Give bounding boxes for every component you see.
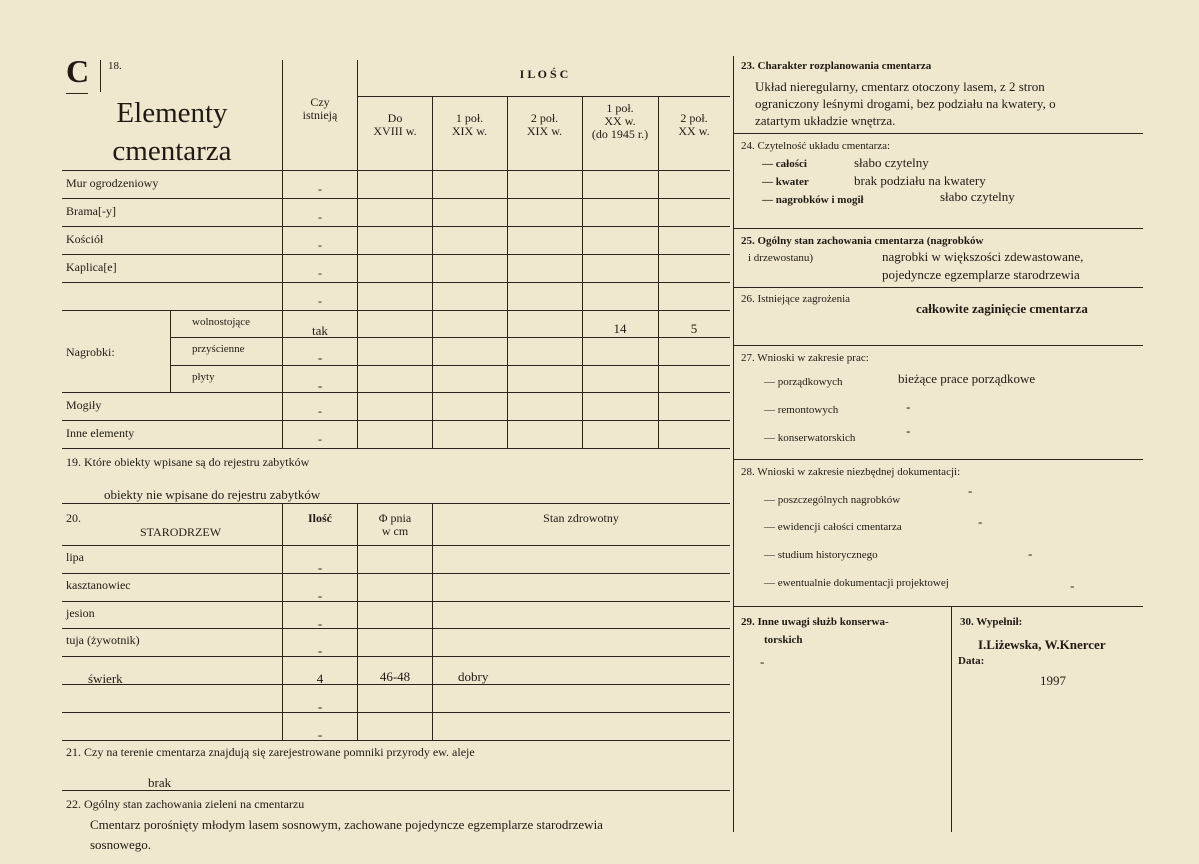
rule-line <box>170 365 730 366</box>
q30-date: 1997 <box>1040 673 1066 688</box>
rule-line <box>62 226 730 227</box>
grave-exists: - <box>317 350 323 365</box>
rule-line <box>62 282 730 283</box>
q19-label: 19. Które obiekty wpisane są do rejestru zabytków <box>66 455 310 469</box>
element-label: Kaplica[e] <box>66 260 117 274</box>
col-quantity-header: I L O Ś C <box>519 67 569 81</box>
grave-exists: tak <box>312 323 328 338</box>
q20-col-tree: STARODRZEW <box>140 525 222 539</box>
rule-line <box>62 790 730 791</box>
rule-line <box>733 133 1143 134</box>
q30-label: 30. Wypełnił: <box>960 616 1023 628</box>
element-exists: - <box>318 182 322 196</box>
tree-qty: - <box>317 643 323 658</box>
tree-name: tuja (żywotnik) <box>66 633 140 647</box>
q28-item-label: — ewidencji całości cmentarza <box>764 521 902 533</box>
rule-line <box>733 345 1143 346</box>
tree-diameter: 46-48 <box>379 669 411 684</box>
rule-line <box>66 93 88 94</box>
q24-item-value: słabo czytelny <box>854 155 929 170</box>
rule-line <box>733 228 1143 229</box>
rule-line <box>62 448 730 449</box>
tree-name: jesion <box>66 606 95 620</box>
q24-label: 24. Czytelność układu cmentarza: <box>741 140 891 152</box>
column-line <box>951 606 952 832</box>
rule-line <box>62 170 730 171</box>
q24-item-label: — kwater <box>762 176 809 188</box>
q19-answer: obiekty nie wpisane do rejestru zabytków <box>104 487 321 502</box>
q20-col-health: Stan zdrowotny <box>543 511 619 525</box>
q29-label1: 29. Inne uwagi służb konserwa- <box>741 616 889 628</box>
q27-item-value: bieżące prace porządkowe <box>898 371 1036 386</box>
column-line <box>733 56 734 832</box>
column-line <box>100 60 101 92</box>
grave-type-label: wolnostojące <box>192 316 251 328</box>
rule-line <box>62 740 730 741</box>
element-exists: - <box>318 432 322 446</box>
q23-line2: ograniczony leśnymi drogami, bez podziału na kwatery, o <box>755 96 1056 111</box>
element-label: Brama[-y] <box>66 204 116 218</box>
tree-health: dobry <box>458 669 489 684</box>
q29-value: - <box>760 654 765 669</box>
q29-label2: torskich <box>764 634 803 646</box>
rule-line <box>62 628 730 629</box>
q28-label: 28. Wnioski w zakresie niezbędnej dokumentacji: <box>741 466 961 478</box>
column-line <box>507 96 508 448</box>
element-label: Inne elementy <box>66 426 135 440</box>
rule-line <box>62 712 730 713</box>
rule-line <box>62 656 730 657</box>
q23-line3: zatartym układzie wnętrza. <box>755 113 896 128</box>
column-line <box>357 60 358 448</box>
rule-line <box>62 420 730 421</box>
grave-count: 14 <box>613 321 627 336</box>
element-label: Kościół <box>66 232 104 246</box>
q28-item-value: - <box>978 514 983 529</box>
rule-line <box>62 601 730 602</box>
tree-qty: - <box>317 560 323 575</box>
element-exists: - <box>318 404 322 418</box>
grave-count: 5 <box>690 321 698 336</box>
column-line <box>170 310 171 392</box>
period-header: Do XVIII w. <box>373 111 417 139</box>
grave-type-label: przyścienne <box>192 343 245 355</box>
q20-col-diam: Φ pnia w cm <box>378 511 412 539</box>
period-header: 2 poł. XIX w. <box>526 111 563 139</box>
q22-answer-line2: sosnowego. <box>90 837 152 852</box>
column-line <box>432 503 433 740</box>
q24-item-value: słabo czytelny <box>940 189 1015 204</box>
rule-line <box>62 254 730 255</box>
q30-value: I.Liżewska, W.Knercer <box>978 637 1106 652</box>
column-line <box>432 96 433 448</box>
q25-label1: 25. Ogólny stan zachowania cmentarza (nagrobków <box>741 235 984 247</box>
tree-qty: - <box>317 588 323 603</box>
element-exists: - <box>318 238 322 252</box>
q28-item-value: - <box>1070 578 1075 593</box>
card-title-line2: cmentarza <box>112 135 232 167</box>
q25-value1: nagrobki w większości zdewastowane, <box>882 249 1084 264</box>
q22-label: 22. Ogólny stan zachowania zieleni na cmentarzu <box>66 797 305 811</box>
rule-line <box>62 573 730 574</box>
q23-label: 23. Charakter rozplanowania cmentarza <box>741 60 932 72</box>
q21-answer: brak <box>148 775 172 790</box>
rule-line <box>170 337 730 338</box>
tree-qty: - <box>317 616 323 631</box>
element-exists: - <box>318 210 322 224</box>
q23-line1: Układ nieregularny, cmentarz otoczony lasem, z 2 stron <box>755 79 1045 94</box>
q27-item-label: — porządkowych <box>764 376 843 388</box>
q24-item-label: — nagrobków i mogił <box>762 194 864 206</box>
element-exists: - <box>318 266 322 280</box>
q30-date-label: Data: <box>958 655 985 667</box>
q26-value: całkowite zaginięcie cmentarza <box>916 301 1088 316</box>
period-header: 1 poł. XIX w. <box>451 111 488 139</box>
graves-label: Nagrobki: <box>66 345 115 359</box>
rule-line <box>733 287 1143 288</box>
rule-line <box>62 503 730 504</box>
q25-label2: i drzewostanu) <box>748 252 814 264</box>
tree-name: świerk <box>88 671 123 686</box>
rule-line <box>733 459 1143 460</box>
card-number: 18. <box>108 60 122 72</box>
tree-name: lipa <box>66 550 84 564</box>
element-exists: - <box>318 294 322 308</box>
rule-line <box>62 310 730 311</box>
q20-col-qty: Ilość <box>308 511 332 525</box>
grave-type-label: płyty <box>192 371 215 383</box>
column-line <box>658 96 659 448</box>
q28-item-value: - <box>968 483 973 498</box>
tree-name: kasztanowiec <box>66 578 131 592</box>
q26-label: 26. Istniejące zagrożenia <box>741 293 851 305</box>
rule-line <box>62 392 730 393</box>
column-line <box>357 503 358 740</box>
q28-item-value: - <box>1028 546 1033 561</box>
tree-qty: - <box>317 699 323 714</box>
grave-exists: - <box>317 378 323 393</box>
rule-line <box>62 545 730 546</box>
card-letter: C <box>66 53 90 89</box>
q25-value2: pojedyncze egzemplarze starodrzewia <box>882 267 1080 282</box>
rule-line <box>733 606 1143 607</box>
q22-answer-line1: Cmentarz porośnięty młodym lasem sosnowym, zachowane pojedyncze egzemplarze starodrzewia <box>90 817 603 832</box>
period-header: 1 poł. XX w. (do 1945 r.) <box>591 101 649 142</box>
rule-line <box>358 96 730 97</box>
tree-qty: 4 <box>316 671 324 686</box>
q28-item-label: — studium historycznego <box>764 549 878 561</box>
period-header: 2 poł. XX w. <box>678 111 710 139</box>
col-exists-header: Czy istnieją <box>302 95 338 123</box>
q21-label: 21. Czy na terenie cmentarza znajdują się zarejestrowane pomniki przyrody ew. aleje <box>66 745 475 759</box>
q27-item-label: — remontowych <box>764 404 839 416</box>
q20-number: 20. <box>66 511 81 525</box>
q27-item-value: - <box>906 399 911 414</box>
column-line <box>582 96 583 448</box>
q27-item-label: — konserwatorskich <box>764 432 856 444</box>
q28-item-label: — poszczególnych nagrobków <box>764 494 901 506</box>
q27-label: 27. Wnioski w zakresie prac: <box>741 352 869 364</box>
tree-qty: - <box>317 727 323 742</box>
q24-item-label: — całości <box>762 158 807 170</box>
q24-item-value: brak podziału na kwatery <box>854 173 986 188</box>
q27-item-value: - <box>906 423 911 438</box>
rule-line <box>62 198 730 199</box>
element-label: Mur ogrodzeniowy <box>66 176 159 190</box>
q28-item-label: — ewentualnie dokumentacji projektowej <box>764 577 949 589</box>
card-title-line1: Elementy <box>116 97 228 129</box>
element-label: Mogiły <box>66 398 102 412</box>
